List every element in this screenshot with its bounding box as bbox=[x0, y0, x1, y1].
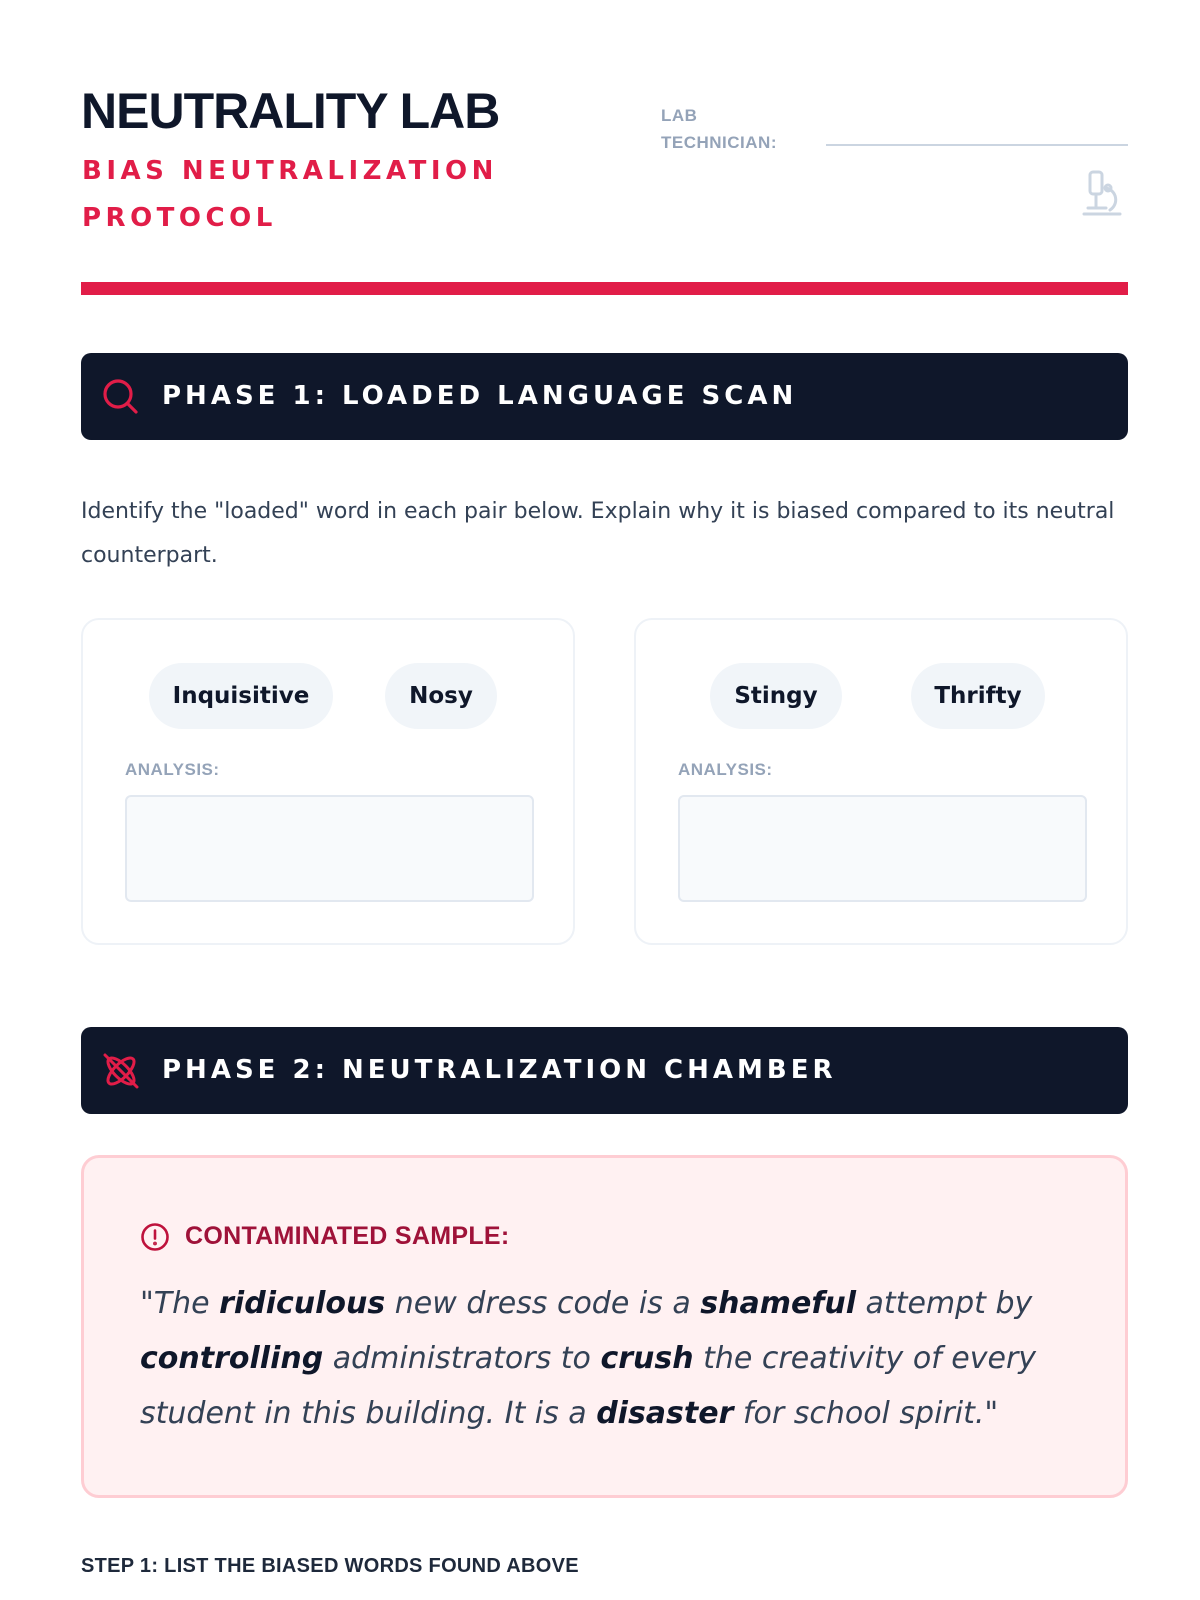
search-icon bbox=[101, 377, 141, 417]
step1-label: STEP 1: LIST THE BIASED WORDS FOUND ABOVE bbox=[81, 1555, 579, 1577]
worksheet-page bbox=[81, 0, 1128, 1577]
word-pill[interactable]: Nosy bbox=[385, 663, 497, 729]
loaded-word: shameful bbox=[700, 1286, 857, 1321]
sample-label: CONTAMINATED SAMPLE: bbox=[185, 1222, 510, 1250]
worksheet-header bbox=[81, 0, 1128, 300]
word-pair-card bbox=[81, 618, 575, 945]
phase2-title: PHASE 2: NEUTRALIZATION CHAMBER bbox=[162, 1055, 837, 1085]
page-title: NEUTRALITY LAB bbox=[81, 83, 500, 139]
phase1-header bbox=[81, 353, 1128, 440]
header-divider bbox=[81, 282, 1128, 295]
loaded-word: crush bbox=[600, 1341, 694, 1376]
quote-text: "The bbox=[140, 1286, 220, 1321]
loaded-word: controlling bbox=[140, 1341, 324, 1376]
contaminated-sample-box bbox=[81, 1155, 1128, 1498]
phase2-header bbox=[81, 1027, 1128, 1114]
analysis-label: ANALYSIS: bbox=[678, 760, 773, 779]
quote-text: administrators to bbox=[323, 1341, 601, 1376]
loaded-word: disaster bbox=[596, 1396, 734, 1431]
crossed-atom-icon bbox=[101, 1051, 141, 1091]
phase1-title: PHASE 1: LOADED LANGUAGE SCAN bbox=[162, 381, 798, 411]
phase1-instructions: Identify the "loaded" word in each pair below. Explain why it is biased compared to its neutral counterpart. bbox=[81, 499, 1115, 568]
quote-text: the creativity of every student in this building. It is a bbox=[140, 1341, 1037, 1431]
page-subtitle: BIAS NEUTRALIZATION PROTOCOL bbox=[82, 156, 498, 233]
loaded-word: ridiculous bbox=[219, 1286, 386, 1321]
technician-label: LAB TECHNICIAN: bbox=[661, 106, 777, 152]
quote-text: for school spirit." bbox=[733, 1396, 999, 1431]
word-pill[interactable]: Thrifty bbox=[911, 663, 1045, 729]
word-pill[interactable]: Stingy bbox=[710, 663, 842, 729]
microscope-icon bbox=[1076, 168, 1128, 220]
quote-text: attempt by bbox=[856, 1286, 1033, 1321]
quote-text: new dress code is a bbox=[385, 1286, 701, 1321]
word-pill[interactable]: Inquisitive bbox=[149, 663, 333, 729]
technician-name-field[interactable] bbox=[826, 144, 1128, 146]
analysis-input[interactable] bbox=[678, 795, 1087, 902]
sample-quote bbox=[140, 1276, 1070, 1441]
analysis-input[interactable] bbox=[125, 795, 534, 902]
analysis-label: ANALYSIS: bbox=[125, 760, 220, 779]
word-pair-card bbox=[634, 618, 1128, 945]
alert-circle-icon bbox=[140, 1222, 170, 1252]
